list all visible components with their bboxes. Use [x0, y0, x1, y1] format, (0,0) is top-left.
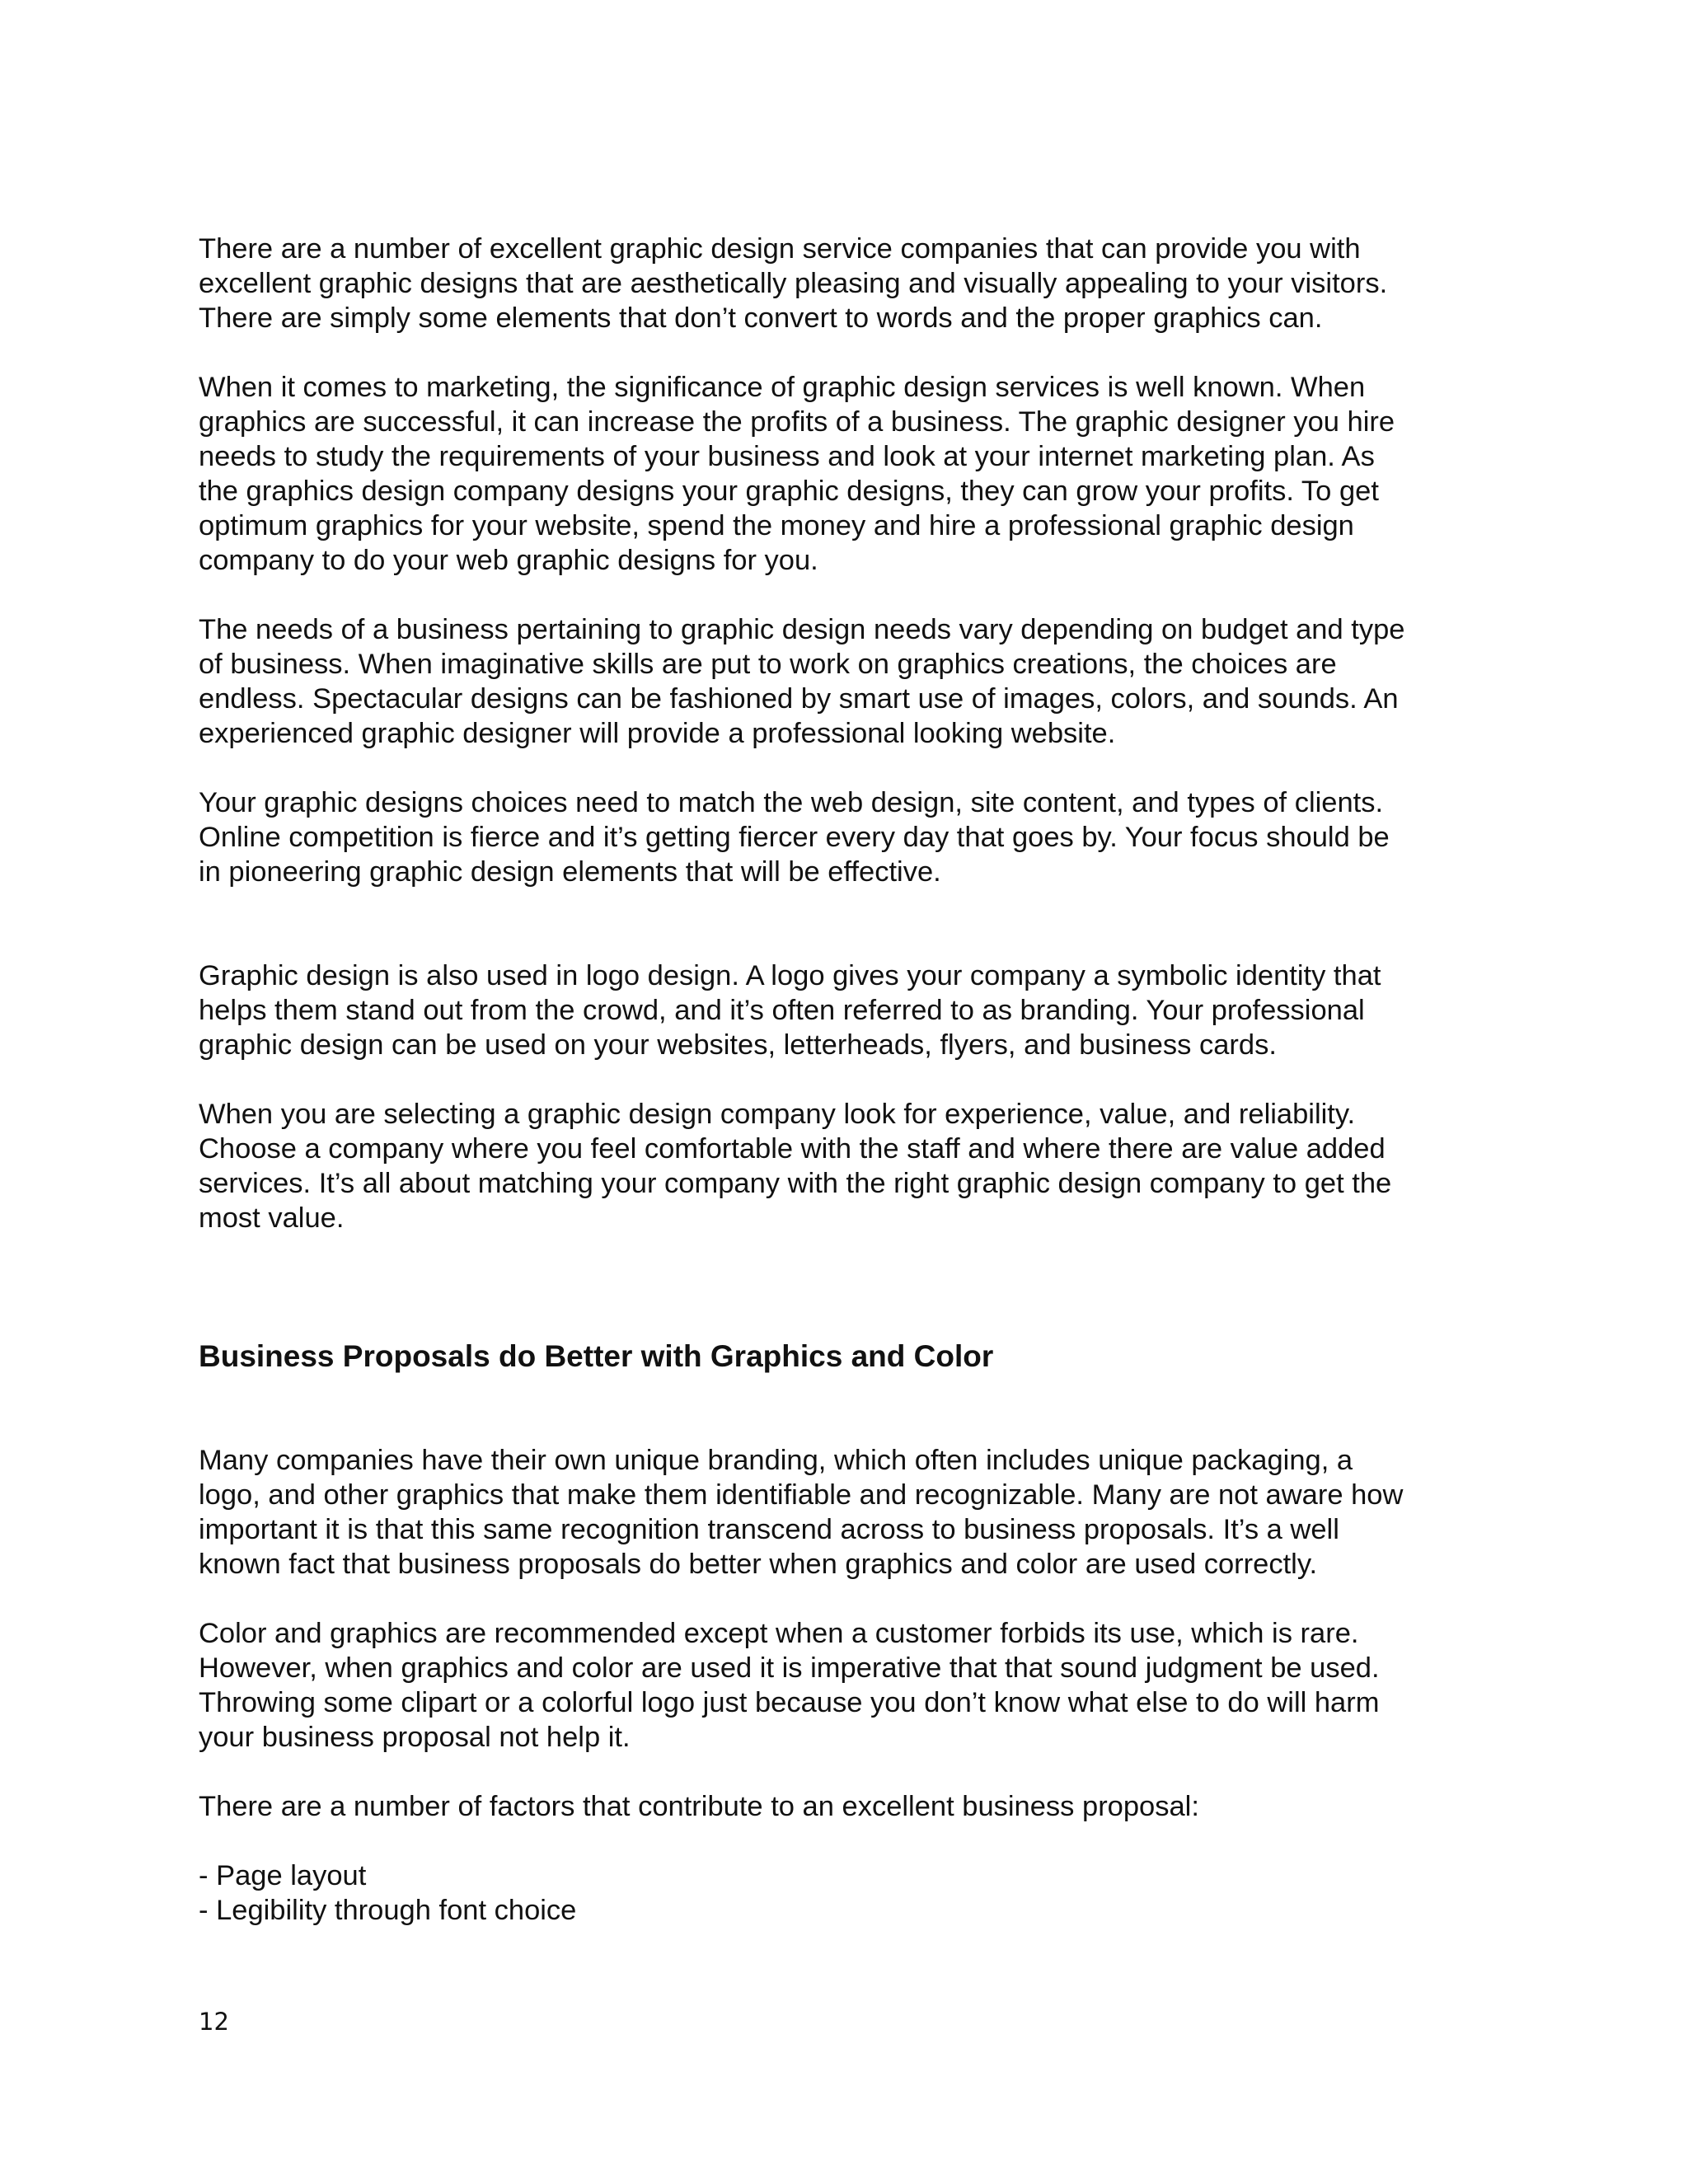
paragraph-spacer [199, 1755, 1534, 1789]
paragraph: The needs of a business pertaining to graphic design needs vary depending on budget and type of business. When imaginative skills are put to work on graphics creations, the choices are endless. Spectacular designs can be fashioned by smart use of images, colors, and sounds. An experienced graphic designer will provide a professional looking website. [199, 614, 1405, 749]
paragraph-spacer [199, 335, 1534, 370]
paragraph-spacer [199, 1824, 1534, 1858]
list-item: - Legibility through font choice [199, 1895, 577, 1926]
paragraph: When it comes to marketing, the significance of graphic design services is well known. When graphics are successful, it can increase the profits of a business. The graphic designer you hire needs to study the requirements of your business and look at your internet marketing plan. As the graphics design company designs your graphic designs, they can grow your profits. To get optimum graphics for your website, spend the money and hire a professional graphic design company to do your web graphic designs for you. [199, 372, 1395, 576]
page-number: 12 [199, 2008, 229, 2036]
paragraph: There are a number of excellent graphic design service companies that can provide you with excellent graphic designs that are aesthetically pleasing and visually appealing to your visitors. There are simply some elements that don’t convert to words and the proper graphics can. [199, 233, 1388, 334]
paragraph-spacer [199, 889, 1534, 958]
factor-list [199, 1858, 1534, 1928]
paragraph: Color and graphics are recommended except when a customer forbids its use, which is rare. However, when graphics and color are used it is imperative that that sound judgment be used. Throwing some clipart or a colorful logo just because you don’t know what else to do will harm your business proposal not help it. [199, 1618, 1380, 1753]
paragraph-spacer [199, 751, 1534, 785]
list-item: - Page layout [199, 1860, 367, 1891]
section-spacer [199, 1374, 1534, 1443]
paragraph: When you are selecting a graphic design company look for experience, value, and reliability. Choose a company where you feel comfortable with the staff and where there are value added services. It’s all about matching your company with the right graphic design company to get the most value. [199, 1099, 1392, 1234]
paragraph: Graphic design is also used in logo design. A logo gives your company a symbolic identity that helps them stand out from the crowd, and it’s often referred to as branding. Your professional graphic design can be used on your websites, letterheads, flyers, and business cards. [199, 960, 1381, 1061]
paragraph-spacer [199, 578, 1534, 612]
paragraph-spacer [199, 1062, 1534, 1097]
paragraph: Your graphic designs choices need to match the web design, site content, and types of clients. Online competition is fierce and it’s getting fiercer every day that goes by. Your focus should be in pioneering graphic design elements that will be effective. [199, 787, 1390, 888]
paragraph-spacer [199, 1582, 1534, 1616]
section-spacer [199, 1235, 1534, 1339]
paragraph: There are a number of factors that contribute to an excellent business proposal: [199, 1791, 1199, 1822]
paragraph: Many companies have their own unique branding, which often includes unique packaging, a logo, and other graphics that make them identifiable and recognizable. Many are not aware how important it is that this same recognition transcend across to business proposals. It’s a well known fact that business proposals do better when graphics and color are used correctly. [199, 1445, 1404, 1580]
section-heading: Business Proposals do Better with Graphics and Color [199, 1339, 994, 1373]
page-content [199, 232, 1534, 1928]
